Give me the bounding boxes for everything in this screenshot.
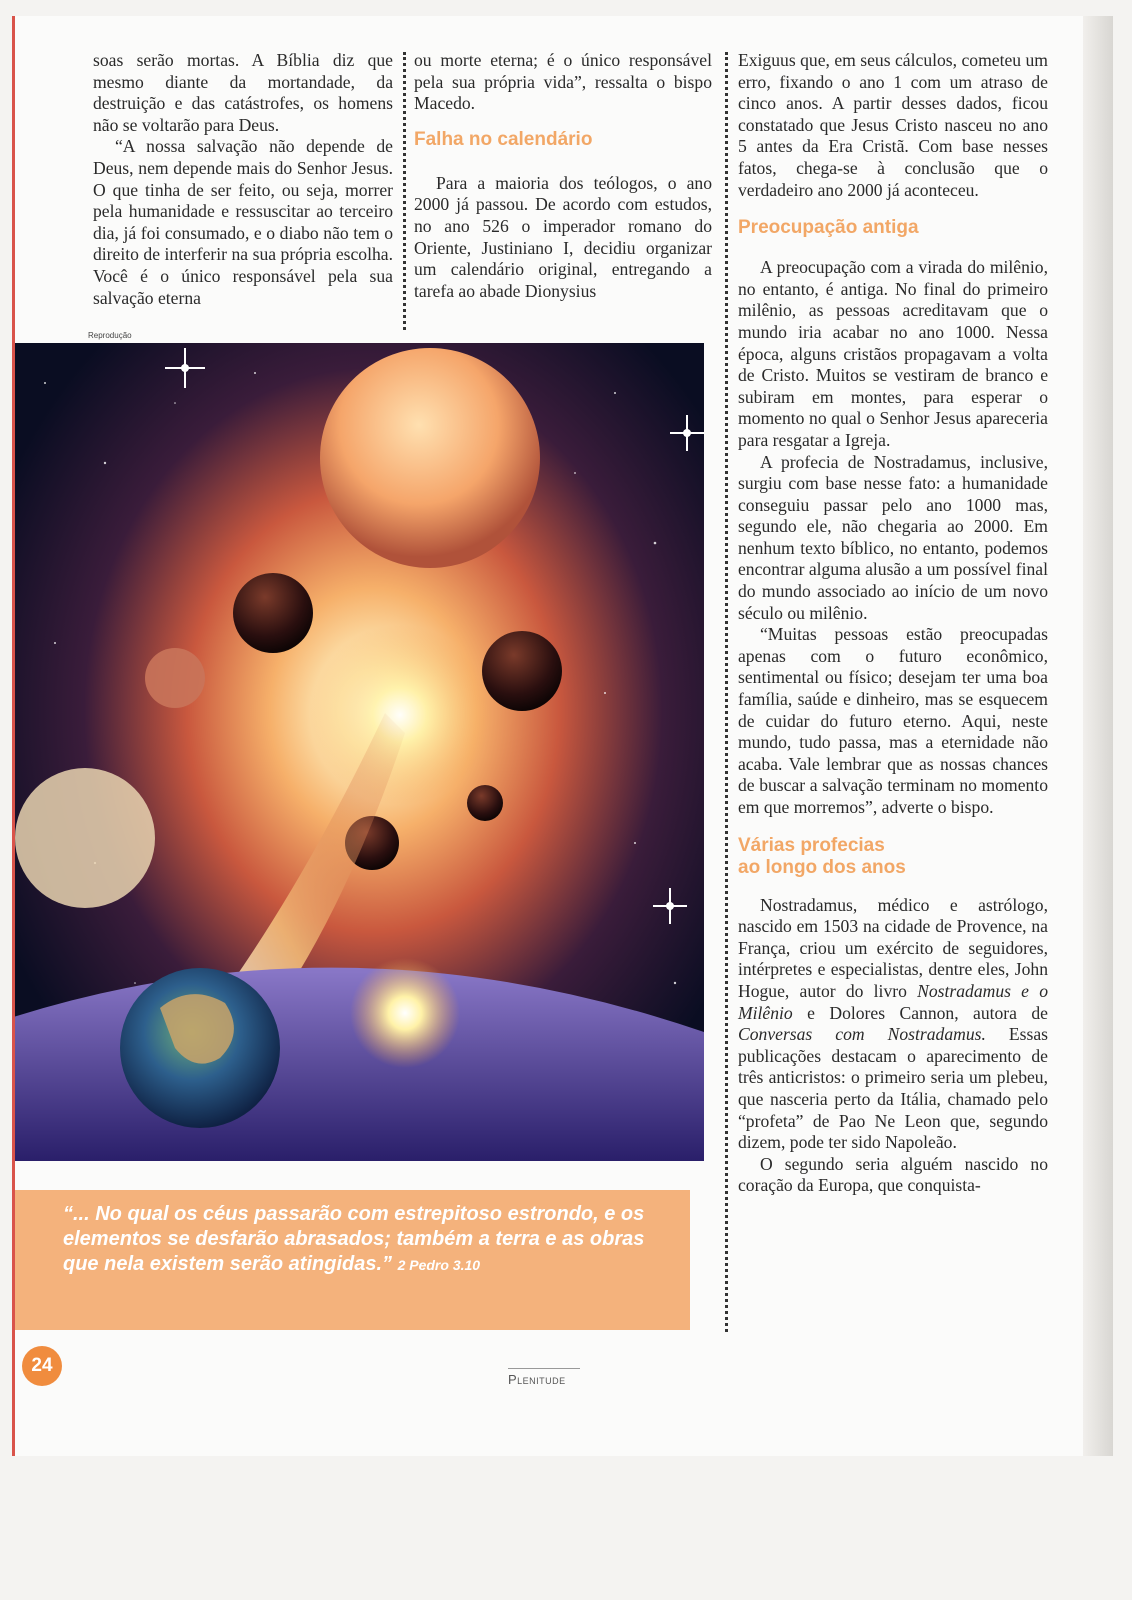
section-heading-prophecies	[738, 835, 1048, 879]
page-edge-shadow	[1083, 16, 1113, 1456]
large-planet	[320, 348, 540, 568]
paragraph: A preocupação com a virada do milênio, no entanto, é antiga. No final do primeiro milênio, as pessoas acreditavam que o mundo iria acabar no ano 1000. Nessa época, alguns cristãos propagavam a volta de Cristo. Muitos se vestiram de branco e subiram em montes, para esperar o momento no qual o Senhor Jesus apareceria para resgatar a Igreja.	[738, 257, 1048, 450]
column-2	[414, 50, 712, 302]
book-title: Conversas com Nostradamus.	[738, 1024, 986, 1045]
quote-text: “... No qual os céus passarão com estrepitoso estrondo, e os elementos se desfarão abrasados; também a terra e as obras que nela existem serão atingidas.”	[63, 1203, 645, 1275]
section-heading-calendar: Falha no calendário	[414, 128, 593, 150]
column-divider-2	[725, 52, 728, 1332]
paragraph: A profecia de Nostradamus, inclusive, surgiu com base nesse fato: a humanidade conseguiu passar pelo ano 1000 mas, segundo ele, não chegaria ao 2000. Em nenhum texto bíblico, no entanto, podemos encontrar alguma alusão a um possível final do mundo associado ao início de um novo século ou milênio.	[738, 451, 1048, 623]
column-divider-1	[403, 52, 406, 330]
cosmic-illustration	[15, 343, 704, 1161]
text-run: e Dolores Cannon, autora de	[792, 1002, 1048, 1023]
image-credit: Reprodução	[88, 331, 132, 340]
paragraph: Para a maioria dos teólogos, o ano 2000 já passou. De acordo com estudos, no ano 526 o imperador romano do Oriente, Justiniano I, decidiu organizar um calendário original, entregando a tarefa ao abade Dionysius	[414, 172, 712, 301]
text-run: Nostradamus, médico e astrólogo, nascido em 1503 na cidade de Provence, na França, criou um exército de seguidores, intérpretes e especialistas, dentre eles, John Hogue, autor do livro	[738, 894, 1048, 1001]
paragraph: soas serão mortas. A Bíblia diz que mesmo diante da mortandade, da destruição e das catástrofes, os homens não se voltarão para Deus.	[93, 50, 393, 135]
heading-line: ao longo dos anos	[738, 856, 906, 878]
quote-reference: 2 Pedro 3.10	[397, 1257, 481, 1273]
pull-quote-box	[15, 1190, 690, 1330]
paragraph	[738, 895, 1048, 1154]
paragraph: ou morte eterna; é o único responsável pela sua própria vida”, ressalta o bispo Macedo.	[414, 50, 712, 114]
section-heading-concern: Preocupação antiga	[738, 217, 919, 239]
paragraph: Exiguus que, em seus cálculos, cometeu um erro, fixando o ano 1 com um atraso de cinco anos. A partir desses dados, ficou constatado que Jesus Cristo nasceu no ano 5 antes da Era Cristã. Com base nesses fatos, chega-se à conclusão que o verdadeiro ano 2000 já aconteceu.	[738, 50, 1048, 200]
footer-rule	[508, 1368, 580, 1369]
paragraph: O segundo seria alguém nascido no coração da Europa, que conquista-	[738, 1153, 1048, 1196]
heading-line: Várias profecias	[738, 834, 885, 856]
column-3	[738, 50, 1048, 1197]
pull-quote	[63, 1202, 663, 1278]
paragraph: “Muitas pessoas estão preocupadas apenas com o futuro econômico, sentimental ou físico; desejam ter uma boa família, saúde e dinheiro, mas se esquecem de cuidar do futuro eterno. Aqui, neste mundo, tudo passa, mas a eternidade não acaba. Vale lembrar que as nossas chances de buscar a salvação terminam no momento em que morremos”, adverte o bispo.	[738, 624, 1048, 817]
book-title: Nostradamus e o Milênio	[738, 980, 1048, 1023]
page-number: 24	[22, 1346, 62, 1386]
column-1	[93, 50, 393, 309]
magazine-name: Plenitude	[508, 1372, 566, 1387]
text-run: Essas publicações destacam o aparecimento de três anticristos: o primeiro seria um plebeu, que nasceria perto da Itália, chamado pelo “profeta” de Pao Ne Leon que, segundo dizem, pode ter sido Napoleão.	[738, 1024, 1048, 1153]
paragraph: “A nossa salvação não depende de Deus, nem depende mais do Senhor Jesus. O que tinha de ser feito, ou seja, morrer pela humanidade e ressuscitar ao terceiro dia, já foi consumado, e o diabo não tem o direito de interferir na sua própria escolha. Você é o único responsável pela sua salvação eterna	[93, 136, 393, 308]
